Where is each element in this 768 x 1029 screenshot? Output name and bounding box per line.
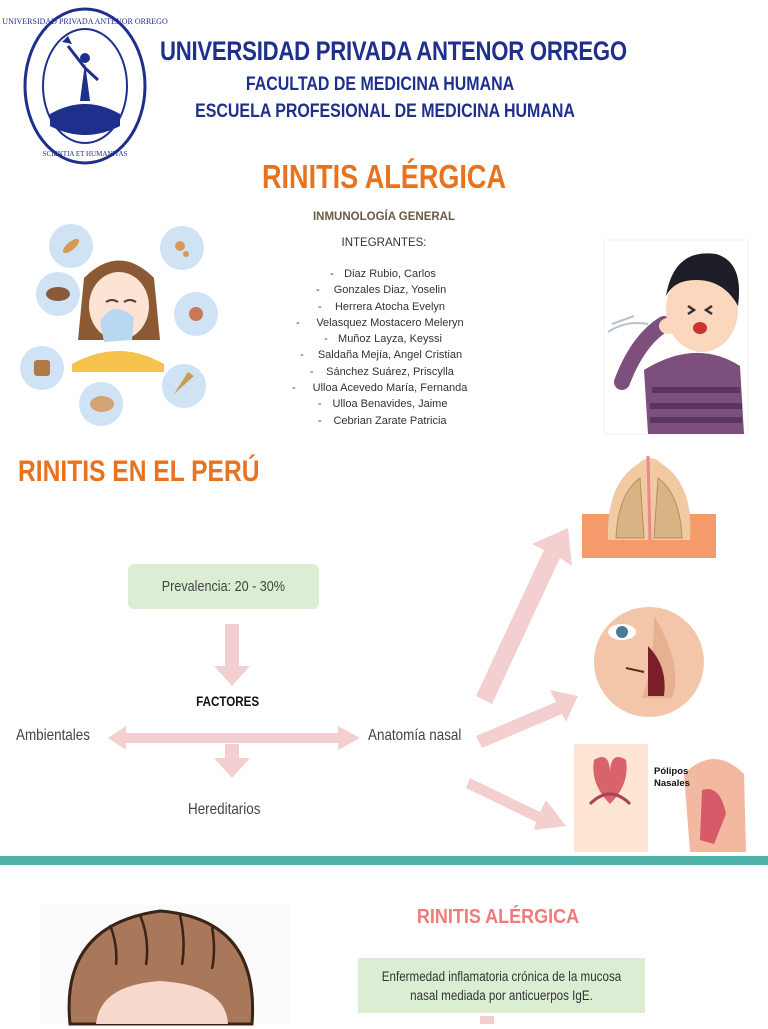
section2-title: RINITIS ALÉRGICA: [416, 906, 580, 928]
member-item: [250, 380, 530, 396]
members-list: [250, 266, 530, 429]
coughing-boy-icon: [604, 240, 748, 434]
factor-hereditary: Hereditarios: [188, 801, 261, 818]
member-bullet: -: [292, 382, 296, 395]
member-name: Herrera Atocha Evelyn: [334, 300, 446, 313]
member-bullet: -: [318, 398, 322, 411]
member-name: Ulloa Acevedo María, Fernanda: [312, 382, 468, 395]
member-bullet: -: [324, 333, 328, 346]
member-bullet: -: [330, 268, 334, 280]
member-name: Saldaña Mejía, Angel Cristian: [317, 349, 463, 362]
member-name: Diaz Rubio, Carlos: [344, 268, 436, 280]
factors-label: FACTORES: [195, 694, 259, 709]
member-bullet: -: [316, 284, 320, 297]
member-name: Muñoz Layza, Keyssi: [338, 333, 442, 346]
member-item: [250, 396, 530, 412]
member-item: [250, 364, 530, 380]
member-bullet: -: [296, 316, 300, 329]
factor-nasal-anatomy: Anatomía nasal: [368, 727, 462, 744]
seal-bottom-text: SCIENTIA ET HUMANITAS: [42, 150, 128, 158]
member-bullet: -: [318, 300, 322, 313]
members-heading: INTEGRANTES:: [341, 237, 427, 249]
member-item: [250, 282, 530, 298]
member-item: [250, 413, 530, 429]
member-name: Ulloa Benavides, Jaime: [332, 398, 448, 411]
prevalence-text: Prevalencia: 20 - 30%: [161, 578, 286, 595]
polyps-label: Pólipos Nasales: [654, 766, 690, 789]
school-name: ESCUELA PROFESIONAL DE MEDICINA HUMANA: [195, 101, 575, 122]
definition-box: [358, 958, 645, 1013]
nasal-polyps-icon: [574, 744, 754, 852]
member-item: [250, 315, 530, 331]
prevalence-box: [128, 564, 319, 609]
sneezing-girl-icon: [14, 218, 224, 430]
down-arrow: [480, 1016, 494, 1024]
member-item: [250, 266, 530, 282]
member-bullet: -: [318, 414, 322, 427]
university-seal-icon: [2, 6, 168, 166]
factor-environmental: Ambientales: [16, 727, 90, 744]
peru-section-title: RINITIS EN EL PERÚ: [18, 455, 260, 488]
nose-anatomy-icon: [592, 606, 706, 718]
member-item: [250, 331, 530, 347]
member-bullet: -: [310, 365, 314, 378]
faculty-name: FACULTAD DE MEDICINA HUMANA: [245, 74, 515, 95]
member-item: [250, 299, 530, 315]
seal-top-text: UNIVERSIDAD PRIVADA ANTENOR ORREGO: [2, 17, 168, 26]
section-divider: [0, 856, 768, 865]
member-bullet: -: [300, 349, 304, 362]
university-name: UNIVERSIDAD PRIVADA ANTENOR ORREGO: [160, 36, 627, 66]
definition-text: Enfermedad inflamatoria crónica de la mucosa nasal mediada por anticuerpos IgE.: [381, 968, 622, 1003]
nasal-cavity-icon: [578, 444, 720, 560]
member-name: Cebrian Zarate Patricia: [333, 414, 447, 427]
member-name: Sánchez Suárez, Priscylla: [326, 365, 454, 378]
member-name: Gonzales Diaz, Yoselin: [333, 284, 447, 297]
page-title: RINITIS ALÉRGICA: [261, 158, 507, 195]
member-name: Velasquez Mostacero Meleryn: [316, 316, 464, 329]
course-name: INMUNOLOGÍA GENERAL: [312, 211, 456, 223]
head-illustration-icon: [40, 905, 290, 1024]
member-item: [250, 347, 530, 363]
